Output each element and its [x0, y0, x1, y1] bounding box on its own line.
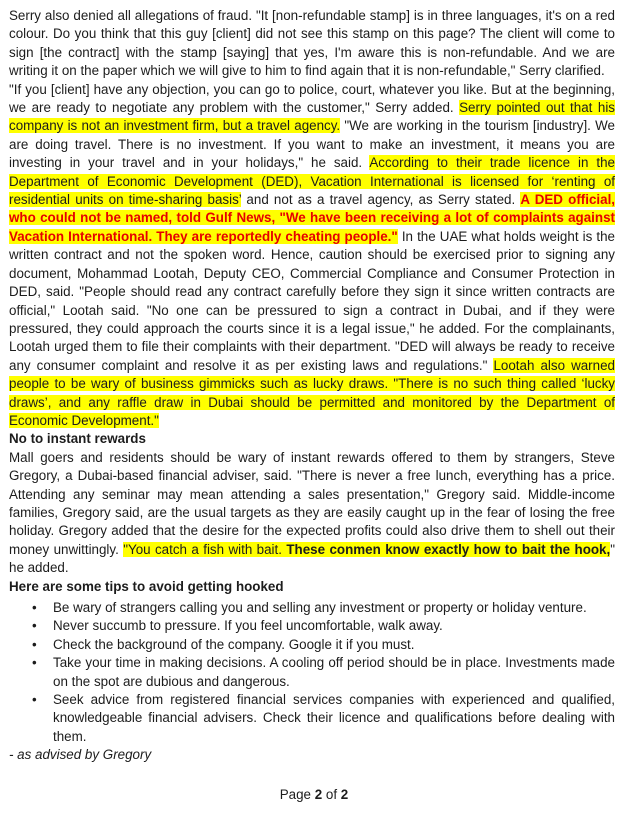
text-run: Take your time in making decisions. A cooling off period should be in place. Investments made on the spot are dubious and dangerous. [53, 655, 615, 689]
highlighted-text-run: These conmen know exactly how to bait the hook, [286, 541, 611, 557]
text-run: Never succumb to pressure. If you feel uncomfortable, walk away. [53, 618, 443, 634]
text-run: and not as a travel agency, as Serry stated. [241, 192, 521, 208]
text-run: "We are working in the tourism [industry]. We are doing travel. There is no investment. If you want to make an investment, it means you are investing in your travel and in your holidays," he said. [9, 118, 615, 171]
heading-tips [9, 578, 615, 596]
tip-list-item [32, 617, 615, 635]
paragraph-instant-rewards [9, 449, 615, 578]
text-run: - as advised by Gregory [9, 747, 152, 763]
highlighted-text-run: Serry pointed out that his company is not an investment firm, but a travel agency. [9, 100, 615, 134]
text-run: Check the background of the company. Google it if you must. [53, 636, 415, 652]
text-run: Here are some tips to avoid getting hooked [9, 578, 284, 594]
text-run: 2 [340, 786, 349, 802]
tip-list-item [32, 636, 615, 654]
text-run: Be wary of strangers calling you and selling any investment or property or holiday venture. [53, 600, 587, 615]
text-run: " he added. [9, 541, 615, 576]
tip-list-item [32, 599, 615, 617]
tip-list-item [32, 654, 615, 691]
highlighted-text-run: A DED official, who could not be named, told Gulf News, "We have been receiving a lot of complaints against Vacation International. They are reportedly cheating people." [9, 192, 616, 244]
text-run: Mall goers and residents should be wary of instant rewards offered to them by strangers, Steve Gregory, a Dubai-based financial adviser, said. "There is never a free lunch, everything has a price. Attending any seminar may mean attending a sales presentation," Gregory said. Middle-income families, Gregory said, are the usual targets as they are easily caught up in the fear of losing the free holiday. Gregory added that the desire for the expected profits could also drive them to shell out their money unwittingly. [9, 449, 615, 557]
text-run: Page [279, 786, 315, 802]
paragraph-serry-denial [9, 7, 615, 81]
text-run: In the UAE what holds weight is the written contract and not the spoken word. Hence, caution should be exercised prior to signing any document, Mohammad Lootah, Deputy CEO, Commercial Compliance and Consumer Protection in DED, said. "People should read any contract carefully before they sign it since written contracts are official," Lootah said. "No one can be pressured to sign a contract in Dubai, and if they were pressured, they could approach the courts since it is a legal issue," he added. For the complainants, Lootah urged them to file their complaints with their department. "DED will always be ready to receive any consumer complaint and resolve it as per existing laws and regulations." [9, 228, 615, 373]
text-run: Serry also denied all allegations of fraud. "It [non-refundable stamp] is in three languages, it's on a red colour. Do you think that this guy [client] did not see this stamp on this page? The client will come to sign [the contract] with the stamp [saying] that yes, I'm aware this is non-refundable. And we are writing it on the paper which we will give to him to find again that it is non-refundable," Serry clarified. [9, 8, 615, 79]
text-run: 2 [314, 786, 323, 802]
paragraph-ded-complaints [9, 81, 615, 431]
page-number-footer [0, 786, 628, 804]
tips-bullet-list [9, 599, 615, 746]
text-run: Seek advice from registered financial services companies with experienced and qualified, knowledgeable financial advisers. Check their licence and qualifications before dealing with them. [53, 692, 615, 744]
heading-no-instant-rewards [9, 430, 615, 448]
text-run: "If you [client] have any objection, you can go to police, court, whatever you like. But at the beginning, we are ready to negotiate any problem with the customer," Serry added. [9, 81, 615, 116]
text-run: No to instant rewards [9, 431, 146, 447]
byline-as-advised-by-gregory [9, 746, 615, 764]
text-run: of [322, 786, 341, 802]
highlighted-text-run: "You catch a fish with bait. [123, 541, 287, 557]
tip-list-item [32, 691, 615, 746]
highlighted-text-run: According to their trade licence in the Department of Economic Development (DED), Vacation International is licensed for ‘renting of residential units on time-sharing basis’ [9, 155, 615, 208]
highlighted-text-run: Lootah also warned people to be wary of business gimmicks such as lucky draws. "There is no such thing called ‘lucky draws’, and any raffle draw in Dubai should be permitted and monitored by the Department of Economic Development." [9, 357, 615, 428]
